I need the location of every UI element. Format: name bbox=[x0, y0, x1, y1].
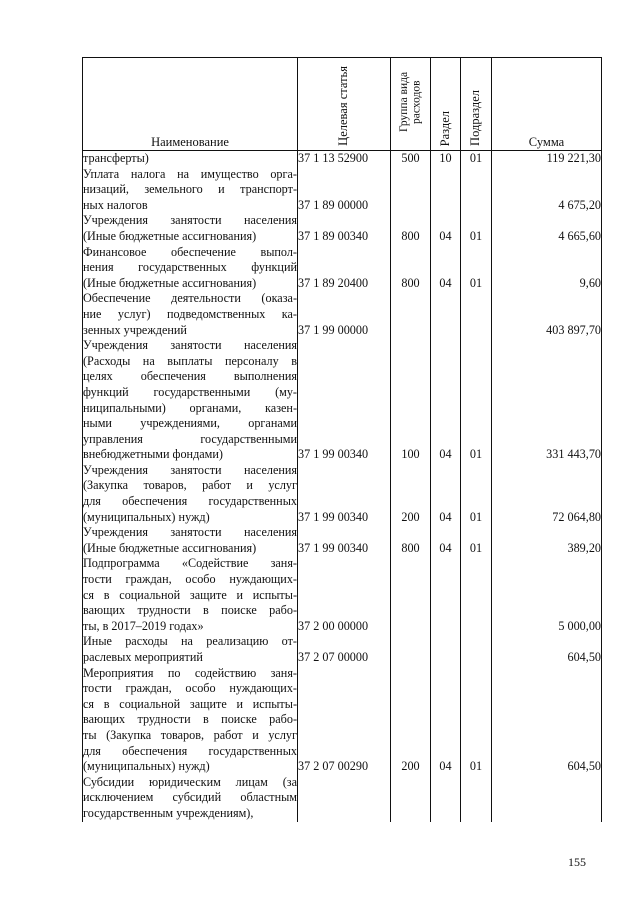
row-section: 04 bbox=[431, 245, 461, 292]
table-row bbox=[83, 634, 602, 665]
row-subsection: 01 bbox=[461, 525, 492, 556]
row-group: 200 bbox=[391, 666, 431, 775]
row-name bbox=[83, 167, 298, 214]
row-subsection bbox=[461, 775, 492, 822]
header-group: Группа вида расходов bbox=[391, 58, 431, 151]
row-group bbox=[391, 634, 431, 665]
page-number: 155 bbox=[568, 855, 586, 869]
row-group bbox=[391, 291, 431, 338]
row-sum: 9,60 bbox=[492, 245, 602, 292]
row-name bbox=[83, 291, 298, 338]
row-group: 500 bbox=[391, 151, 431, 167]
row-subsection: 01 bbox=[461, 338, 492, 463]
row-name-line: ными учреждениями, органами bbox=[83, 416, 297, 431]
table-row bbox=[83, 525, 602, 556]
row-target-code: 37 2 00 00000 bbox=[298, 556, 391, 634]
row-subsection: 01 bbox=[461, 245, 492, 292]
row-name-line: (муниципальных) нужд) bbox=[83, 759, 210, 774]
row-target-code: 37 1 99 00340 bbox=[298, 525, 391, 556]
table-row bbox=[83, 213, 602, 244]
table-row bbox=[83, 666, 602, 775]
row-name-line: исключением субсидий областным bbox=[83, 790, 297, 805]
header-sum: Сумма bbox=[492, 58, 602, 151]
row-target-code: 37 1 89 00000 bbox=[298, 167, 391, 214]
row-name-line: вающих трудности в поиске рабо- bbox=[83, 712, 297, 727]
row-subsection: 01 bbox=[461, 463, 492, 525]
row-subsection bbox=[461, 167, 492, 214]
row-sum: 119 221,30 bbox=[492, 151, 602, 167]
row-name-line: для обеспечения государственных bbox=[83, 743, 297, 758]
row-name-line: тости граждан, особо нуждающих- bbox=[83, 681, 297, 696]
row-section bbox=[431, 291, 461, 338]
row-target-code: 37 1 99 00340 bbox=[298, 338, 391, 463]
row-section: 04 bbox=[431, 666, 461, 775]
row-name-line: Учреждения занятости населения bbox=[83, 525, 297, 540]
row-section bbox=[431, 167, 461, 214]
row-name-line: государственным учреждениям), bbox=[83, 805, 254, 820]
row-target-code: 37 1 89 00340 bbox=[298, 213, 391, 244]
row-name-line: низаций, земельного и транспорт- bbox=[83, 182, 297, 197]
table-row bbox=[83, 463, 602, 525]
row-sum: 604,50 bbox=[492, 666, 602, 775]
row-subsection: 01 bbox=[461, 666, 492, 775]
row-name-line: тости граждан, особо нуждающих- bbox=[83, 572, 297, 587]
row-name bbox=[83, 775, 298, 822]
row-group: 800 bbox=[391, 245, 431, 292]
row-name-line: ся в социальной защите и испыты- bbox=[83, 696, 297, 711]
header-section: Раздел bbox=[431, 58, 461, 151]
row-subsection: 01 bbox=[461, 213, 492, 244]
row-name bbox=[83, 213, 298, 244]
row-sum: 5 000,00 bbox=[492, 556, 602, 634]
row-name-line: Мероприятия по содействию заня- bbox=[83, 665, 297, 680]
row-name-line: ты, в 2017–2019 годах» bbox=[83, 618, 204, 633]
row-name-line: Подпрограмма «Содействие заня- bbox=[83, 556, 297, 571]
row-name-line: ты (Закупка товаров, работ и услуг bbox=[83, 727, 297, 742]
table-row bbox=[83, 775, 602, 822]
header-name: Наименование bbox=[83, 58, 298, 151]
row-target-code: 37 1 13 52900 bbox=[298, 151, 391, 167]
row-sum: 4 675,20 bbox=[492, 167, 602, 214]
table-row bbox=[83, 167, 602, 214]
row-target-code: 37 2 07 00290 bbox=[298, 666, 391, 775]
row-name-line: (Иные бюджетные ассигнования) bbox=[83, 228, 257, 243]
row-section bbox=[431, 556, 461, 634]
row-name bbox=[83, 151, 298, 167]
row-name-line: ние услуг) подведомственных ка- bbox=[83, 306, 297, 321]
row-name-line: Учреждения занятости населения bbox=[83, 338, 297, 353]
row-group: 100 bbox=[391, 338, 431, 463]
header-target: Целевая статья bbox=[298, 58, 391, 151]
row-sum: 403 897,70 bbox=[492, 291, 602, 338]
row-name-line: Обеспечение деятельности (оказа- bbox=[83, 291, 297, 306]
table-header-row bbox=[83, 58, 602, 151]
row-sum: 389,20 bbox=[492, 525, 602, 556]
row-name-line: вающих трудности в поиске рабо- bbox=[83, 603, 297, 618]
row-name bbox=[83, 634, 298, 665]
row-name-line: (Закупка товаров, работ и услуг bbox=[83, 478, 297, 493]
row-name-line: целях обеспечения выполнения bbox=[83, 369, 297, 384]
row-group: 800 bbox=[391, 213, 431, 244]
row-name-line: Финансовое обеспечение выпол- bbox=[83, 244, 297, 259]
row-name-line: для обеспечения государственных bbox=[83, 494, 297, 509]
row-section: 04 bbox=[431, 213, 461, 244]
budget-table bbox=[82, 57, 602, 822]
row-target-code: 37 2 07 00000 bbox=[298, 634, 391, 665]
row-name-line: Уплата налога на имущество орга- bbox=[83, 166, 297, 181]
row-name-line: (Расходы на выплаты персоналу в bbox=[83, 353, 297, 368]
row-sum: 4 665,60 bbox=[492, 213, 602, 244]
row-target-code: 37 1 99 00000 bbox=[298, 291, 391, 338]
row-name-line: раслевых мероприятий bbox=[83, 650, 203, 664]
row-name-line: ниципальными) органами, казен- bbox=[83, 400, 297, 415]
row-section: 10 bbox=[431, 151, 461, 167]
row-target-code bbox=[298, 775, 391, 822]
row-name-line: (Иные бюджетные ассигнования) bbox=[83, 275, 257, 290]
row-name bbox=[83, 463, 298, 525]
table-row bbox=[83, 291, 602, 338]
row-name-line: (муниципальных) нужд) bbox=[83, 509, 210, 524]
row-section bbox=[431, 775, 461, 822]
row-name-line: Иные расходы на реализацию от- bbox=[83, 634, 297, 649]
row-target-code: 37 1 89 20400 bbox=[298, 245, 391, 292]
row-section: 04 bbox=[431, 338, 461, 463]
row-subsection bbox=[461, 556, 492, 634]
row-section: 04 bbox=[431, 525, 461, 556]
row-name bbox=[83, 556, 298, 634]
table-row bbox=[83, 338, 602, 463]
row-group bbox=[391, 556, 431, 634]
row-name-line: (Иные бюджетные ассигнования) bbox=[83, 540, 257, 555]
header-subsection: Подраздел bbox=[461, 58, 492, 151]
row-name-line: зенных учреждений bbox=[83, 322, 187, 337]
row-group: 200 bbox=[391, 463, 431, 525]
table-row bbox=[83, 556, 602, 634]
row-name-line: Субсидии юридическим лицам (за bbox=[83, 774, 297, 789]
row-section: 04 bbox=[431, 463, 461, 525]
row-name bbox=[83, 525, 298, 556]
row-target-code: 37 1 99 00340 bbox=[298, 463, 391, 525]
row-name-line: трансферты) bbox=[83, 151, 149, 165]
row-name-line: управления государственными bbox=[83, 431, 297, 446]
row-group bbox=[391, 775, 431, 822]
row-sum: 72 064,80 bbox=[492, 463, 602, 525]
row-name-line: внебюджетными фондами) bbox=[83, 447, 223, 462]
row-name-line: функций государственными (му- bbox=[83, 384, 297, 399]
row-name-line: ся в социальной защите и испыты- bbox=[83, 587, 297, 602]
table-row bbox=[83, 151, 602, 167]
table-row bbox=[83, 245, 602, 292]
row-name bbox=[83, 666, 298, 775]
row-subsection bbox=[461, 291, 492, 338]
row-sum bbox=[492, 775, 602, 822]
row-name-line: Учреждения занятости населения bbox=[83, 213, 297, 228]
row-name bbox=[83, 245, 298, 292]
row-name bbox=[83, 338, 298, 463]
row-group: 800 bbox=[391, 525, 431, 556]
row-section bbox=[431, 634, 461, 665]
row-name-line: Учреждения занятости населения bbox=[83, 462, 297, 477]
row-subsection: 01 bbox=[461, 151, 492, 167]
row-subsection bbox=[461, 634, 492, 665]
row-name-line: нения государственных функций bbox=[83, 260, 297, 275]
row-name-line: ных налогов bbox=[83, 197, 148, 212]
row-group bbox=[391, 167, 431, 214]
row-sum: 331 443,70 bbox=[492, 338, 602, 463]
row-sum: 604,50 bbox=[492, 634, 602, 665]
